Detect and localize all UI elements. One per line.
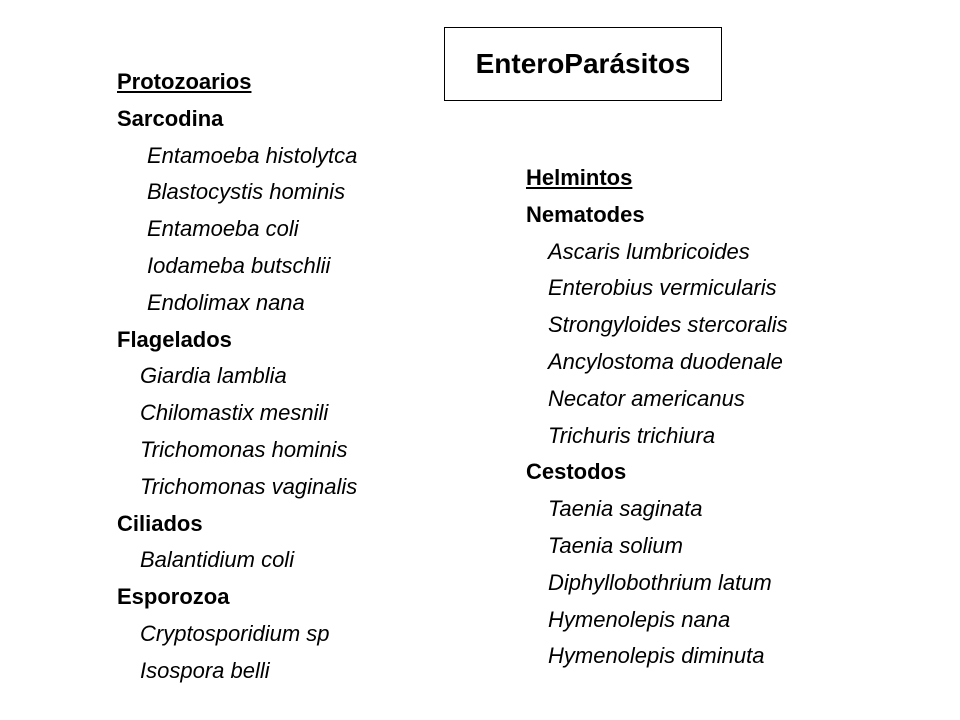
species-item: Trichuris trichiura: [548, 422, 716, 448]
flagelados-label: Flagelados: [117, 326, 232, 352]
species-item: Diphyllobothrium latum: [548, 569, 772, 595]
species-item: Necator americanus: [548, 385, 745, 411]
species-item: Iodameba butschlii: [147, 252, 331, 278]
species-item: Entamoeba histolytca: [147, 142, 358, 168]
sarcodina-label: Sarcodina: [117, 105, 224, 131]
species-item: Strongyloides stercoralis: [548, 312, 788, 338]
species-item: Taenia solium: [548, 532, 683, 558]
ciliados-label: Ciliados: [117, 510, 203, 536]
species-item: Blastocystis hominis: [147, 179, 346, 205]
cestodos-label: Cestodos: [526, 459, 627, 485]
species-item: Isospora belli: [140, 657, 270, 683]
species-item: Giardia lamblia: [140, 363, 287, 389]
species-item: Hymenolepis diminuta: [548, 643, 765, 669]
helmintos-heading: Helmintos: [526, 165, 633, 190]
species-item: Ascaris lumbricoides: [548, 238, 750, 264]
species-item: Hymenolepis nana: [548, 606, 731, 632]
protozoarios-column: [117, 64, 357, 690]
species-item: Trichomonas vaginalis: [140, 473, 358, 499]
species-item: Trichomonas hominis: [140, 436, 348, 462]
page-title: EnteroParásitos: [444, 27, 722, 101]
nematodes-label: Nematodes: [526, 201, 645, 227]
species-item: Balantidium coli: [140, 547, 295, 573]
species-item: Taenia saginata: [548, 496, 703, 522]
species-item: Enterobius vermicularis: [548, 275, 777, 301]
species-item: Cryptosporidium sp: [140, 620, 330, 646]
protozoarios-heading: Protozoarios: [117, 69, 252, 94]
species-item: Entamoeba coli: [147, 216, 299, 242]
species-item: Chilomastix mesnili: [140, 400, 329, 426]
esporozoa-label: Esporozoa: [117, 584, 230, 610]
helmintos-column: [526, 160, 788, 675]
species-item: Ancylostoma duodenale: [548, 348, 783, 374]
species-item: Endolimax nana: [147, 289, 305, 315]
